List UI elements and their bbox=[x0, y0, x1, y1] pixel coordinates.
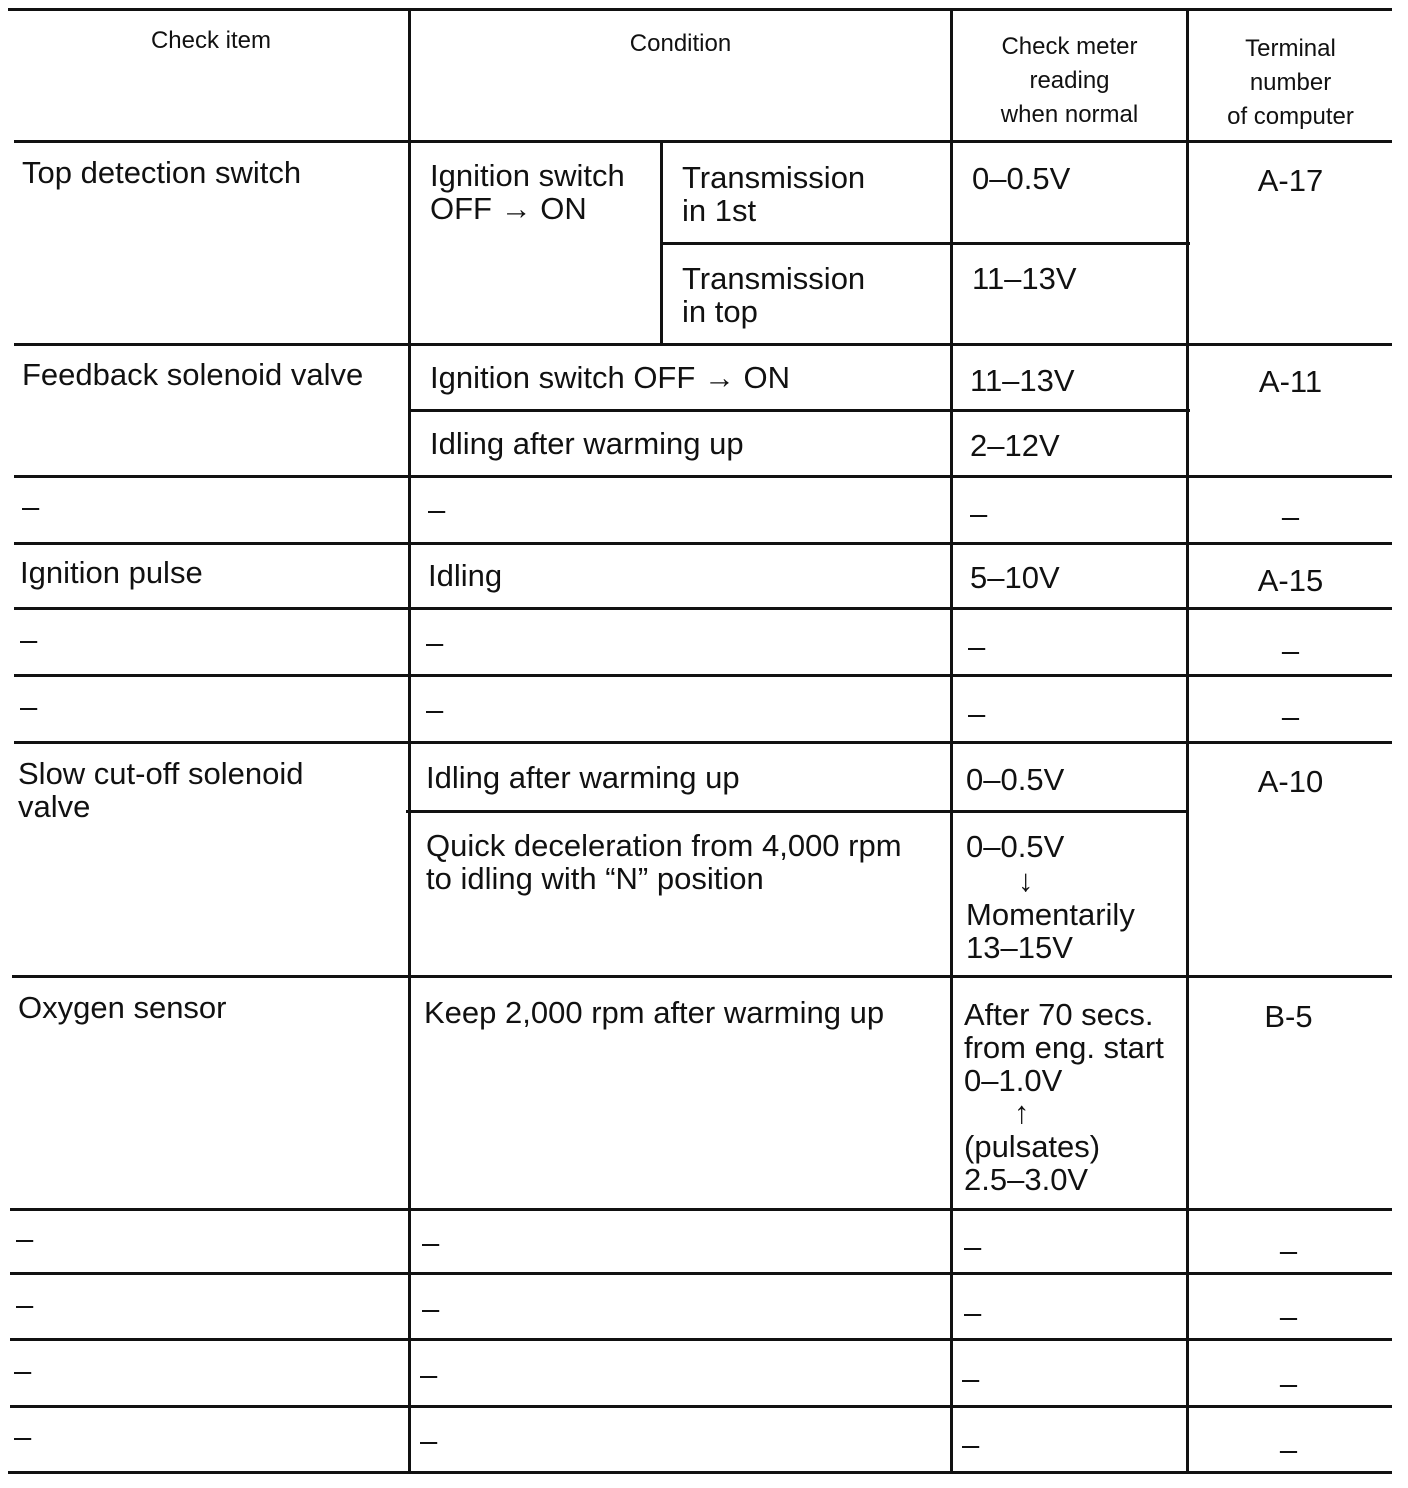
dash-cell: – bbox=[1279, 1299, 1298, 1334]
dash-cell: – bbox=[14, 1419, 32, 1454]
col-rule-2 bbox=[950, 8, 953, 1474]
meter-trans-top: 11–13V bbox=[972, 261, 1077, 296]
meter-oxygen-b: (pulsates) 2.5–3.0V bbox=[964, 1129, 1101, 1197]
dash-cell: – bbox=[22, 489, 40, 524]
terminal-oxygen: B-5 bbox=[1264, 999, 1313, 1034]
dash-cell: – bbox=[1279, 1233, 1298, 1268]
dash-cell: – bbox=[1281, 499, 1300, 534]
dash-cell: – bbox=[962, 1427, 980, 1462]
dash-cell: – bbox=[20, 622, 38, 657]
rule-sub-1st bbox=[662, 242, 1190, 245]
condition-ignition: Ignition switch OFF → ON bbox=[430, 158, 625, 226]
header-meter: Check meter reading when normal bbox=[1000, 33, 1139, 128]
terminal-feedback: A-11 bbox=[1258, 364, 1323, 399]
dash-cell: – bbox=[420, 1423, 438, 1458]
dash-cell: – bbox=[1281, 699, 1300, 734]
condition-slow-1: Idling after warming up bbox=[426, 760, 740, 795]
dash-cell: – bbox=[1281, 633, 1300, 668]
terminal-ignition-pulse: A-15 bbox=[1257, 563, 1324, 598]
condition-feedback-1: Ignition switch OFF → ON bbox=[430, 360, 791, 395]
check-item-feedback: Feedback solenoid valve bbox=[22, 357, 364, 392]
dash-cell: – bbox=[16, 1221, 34, 1256]
header-check-item: Check item bbox=[150, 27, 272, 54]
rule-sub-slow bbox=[406, 810, 1188, 813]
header-condition: Condition bbox=[629, 30, 732, 57]
col-rule-1 bbox=[408, 8, 411, 1474]
dash-cell: – bbox=[20, 689, 38, 724]
check-item-oxygen: Oxygen sensor bbox=[18, 990, 227, 1025]
dash-cell: – bbox=[970, 496, 988, 531]
header-terminal: Terminal number of computer bbox=[1227, 35, 1354, 130]
terminal-slow-cutoff: A-10 bbox=[1257, 764, 1324, 799]
condition-feedback-2: Idling after warming up bbox=[430, 426, 744, 461]
col-rule-sub bbox=[660, 140, 663, 346]
dash-cell: – bbox=[968, 629, 986, 664]
dash-cell: – bbox=[1279, 1432, 1298, 1467]
dash-cell: – bbox=[964, 1295, 982, 1330]
dash-cell: – bbox=[420, 1357, 438, 1392]
rule-sub-feedback bbox=[408, 409, 1190, 412]
arrow-down-icon: ↓ bbox=[1018, 863, 1034, 898]
condition-slow-2: Quick deceleration from 4,000 rpm to idling with “N” position bbox=[426, 828, 902, 896]
rule-row bbox=[10, 1208, 1392, 1211]
meter-trans-1st: 0–0.5V bbox=[972, 161, 1071, 196]
rule-bottom bbox=[8, 1471, 1392, 1474]
dash-cell: – bbox=[964, 1229, 982, 1264]
dash-cell: – bbox=[1279, 1366, 1298, 1401]
check-item-top-detection: Top detection switch bbox=[22, 155, 302, 190]
dash-cell: – bbox=[16, 1287, 34, 1322]
dash-cell: – bbox=[968, 696, 986, 731]
condition-idling: Idling bbox=[428, 558, 503, 593]
rule-row bbox=[12, 975, 1392, 978]
rule-row bbox=[10, 1338, 1392, 1341]
dash-cell: – bbox=[14, 1353, 32, 1388]
rule-top bbox=[8, 8, 1392, 11]
check-item-ignition-pulse: Ignition pulse bbox=[20, 555, 203, 590]
meter-ignition-pulse: 5–10V bbox=[970, 560, 1060, 595]
meter-feedback-2: 2–12V bbox=[970, 428, 1060, 463]
meter-slow-2b: Momentarily 13–15V bbox=[966, 897, 1135, 965]
dash-cell: – bbox=[422, 1225, 440, 1260]
condition-trans-top: Transmission in top bbox=[682, 261, 866, 329]
dash-cell: – bbox=[962, 1361, 980, 1396]
meter-slow-2a: 0–0.5V bbox=[966, 829, 1065, 864]
condition-oxygen: Keep 2,000 rpm after warming up bbox=[424, 995, 885, 1030]
terminal-top-detection: A-17 bbox=[1257, 163, 1324, 198]
rule-row bbox=[10, 1405, 1392, 1408]
dash-cell: – bbox=[426, 692, 444, 727]
meter-slow-1: 0–0.5V bbox=[966, 762, 1065, 797]
rule-row bbox=[10, 1272, 1392, 1275]
dash-cell: – bbox=[426, 625, 444, 660]
arrow-up-icon: ↑ bbox=[1014, 1095, 1030, 1130]
dash-cell: – bbox=[422, 1291, 440, 1326]
condition-trans-1st: Transmission in 1st bbox=[682, 160, 866, 228]
meter-feedback-1: 11–13V bbox=[970, 363, 1075, 398]
dash-cell: – bbox=[428, 492, 446, 527]
check-item-slow-cutoff: Slow cut-off solenoid valve bbox=[18, 756, 304, 824]
meter-oxygen-a: After 70 secs. from eng. start 0–1.0V bbox=[964, 997, 1164, 1098]
